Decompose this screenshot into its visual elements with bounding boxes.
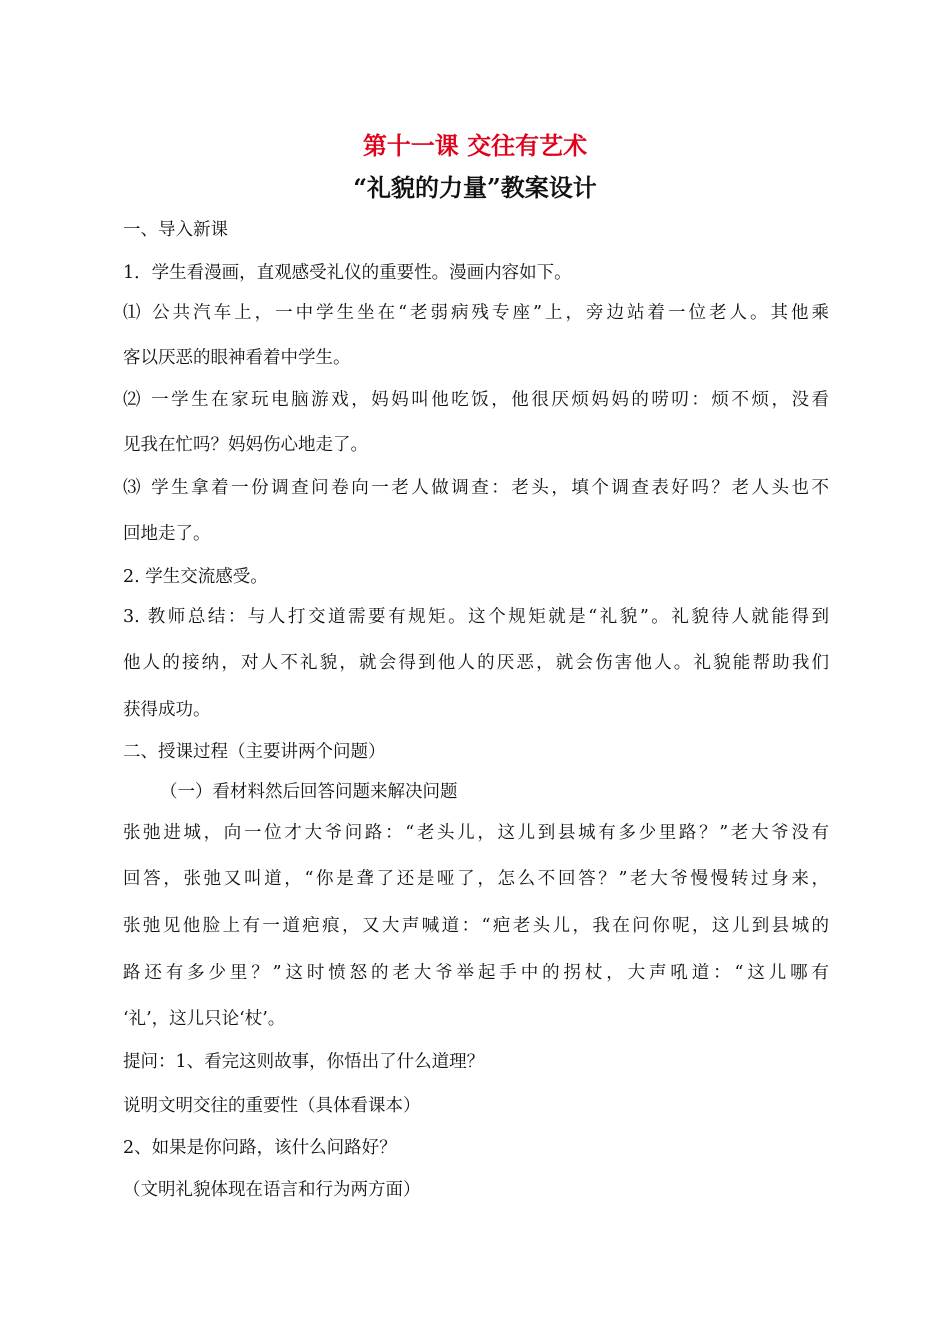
comic-2-line-1: ⑵ 一学生在家玩电脑游戏，妈妈叫他吃饭，他很厌烦妈妈的唠叨：烦不烦，没看	[123, 390, 829, 410]
section-heading-process: 二、授课过程（主要讲两个问题）	[123, 742, 386, 762]
comic-2-line-2: 见我在忙吗？妈妈伤心地走了。	[123, 435, 368, 455]
intro-item-1: 1．学生看漫画，直观感受礼仪的重要性。漫画内容如下。	[123, 263, 572, 283]
answer-2: （文明礼貌体现在语言和行为两方面）	[123, 1180, 421, 1200]
plan-title: “礼貌的力量”教案设计	[353, 173, 597, 202]
question-1: 提问：1、看完这则故事，你悟出了什么道理？	[123, 1052, 485, 1072]
story-line-4: 路还有多少里？”这时愤怒的老大爷举起手中的拐杖，大声吼道：“这儿哪有	[123, 963, 829, 983]
section-heading-intro: 一、导入新课	[123, 220, 228, 240]
story-line-5: ‘礼’，这儿只论‘杖’。	[123, 1009, 286, 1029]
story-line-2: 回答，张弛又叫道，“你是聋了还是哑了，怎么不回答？”老大爷慢慢转过身来，	[123, 869, 829, 889]
comic-3-line-2: 回地走了。	[123, 524, 211, 544]
story-line-3: 张弛见他脸上有一道疤痕，又大声喊道：“疤老头儿，我在问你呢，这儿到县城的	[123, 916, 829, 936]
lesson-title: 第十一课 交往有艺术	[362, 131, 588, 160]
comic-1-line-2: 客以厌恶的眼神看着中学生。	[123, 348, 351, 368]
comic-3-line-1: ⑶ 学生拿着一份调查问卷向一老人做调查：老头，填个调查表好吗？老人头也不	[123, 478, 829, 498]
answer-1: 说明文明交往的重要性（具体看课本）	[123, 1096, 421, 1116]
story-line-1: 张弛进城，向一位才大爷问路：“老头儿，这儿到县城有多少里路？”老大爷没有	[123, 823, 829, 843]
summary-line-1: 3. 教师总结：与人打交道需要有规矩。这个规矩就是“礼貌”。礼貌待人就能得到	[123, 607, 829, 627]
comic-1-line-1: ⑴ 公共汽车上，一中学生坐在“老弱病残专座”上，旁边站着一位老人。其他乘	[123, 303, 829, 323]
question-2: 2、如果是你问路，该什么问路好？	[123, 1138, 397, 1158]
subsection-1-heading: （一）看材料然后回答问题来解决问题	[160, 782, 458, 802]
intro-item-2: 2. 学生交流感受。	[123, 567, 268, 587]
summary-line-2: 他人的接纳，对人不礼貌，就会得到他人的厌恶，就会伤害他人。礼貌能帮助我们	[123, 653, 829, 673]
summary-line-3: 获得成功。	[123, 700, 211, 720]
